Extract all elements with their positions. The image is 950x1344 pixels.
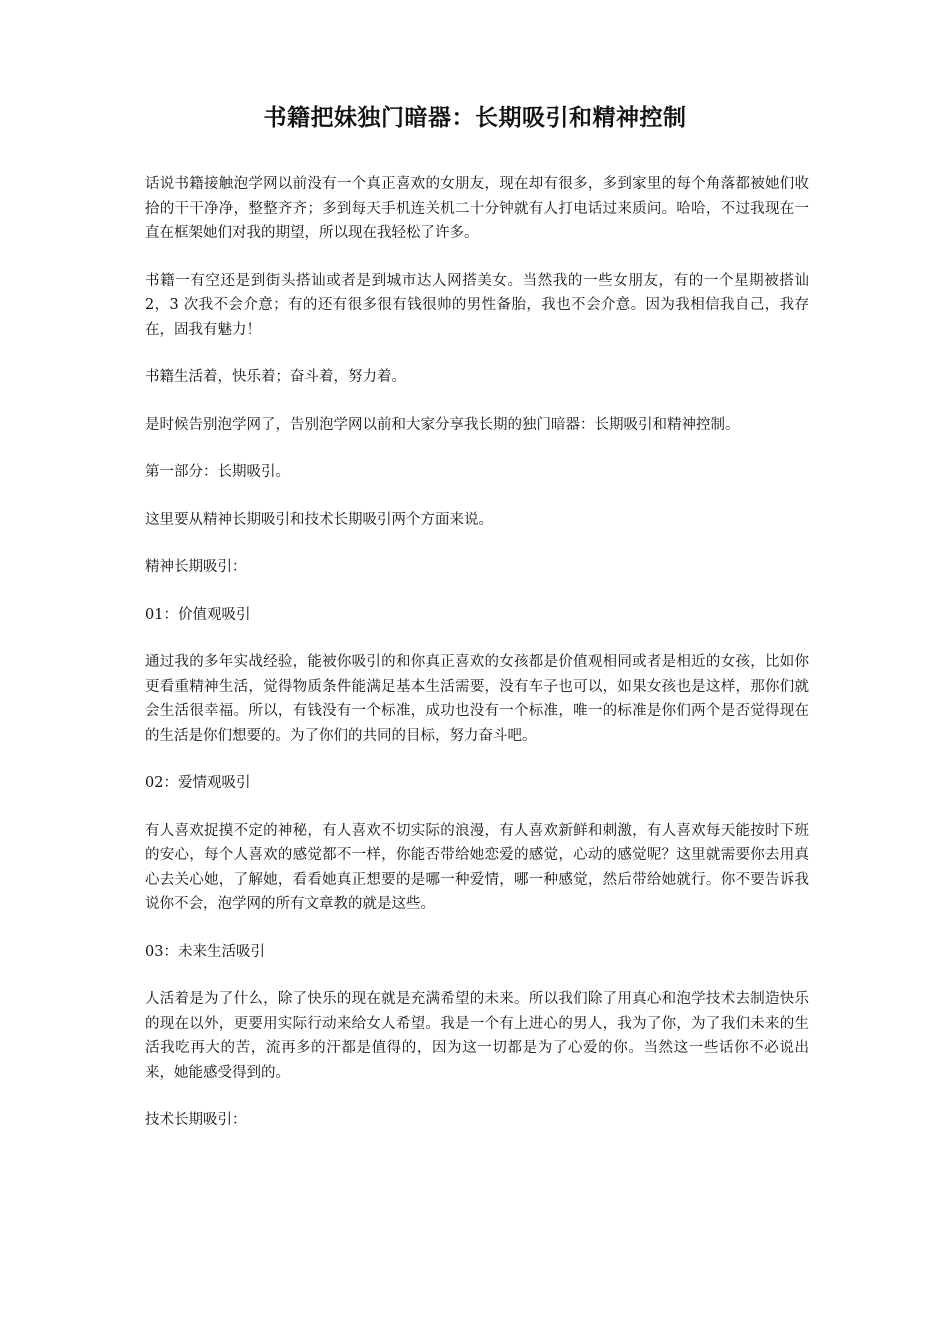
item-heading-02: 02：爱情观吸引 — [145, 775, 251, 791]
paragraph: 书籍一有空还是到街头搭讪或者是到城市达人网搭美女。当然我的一些女朋友，有的一个星期被搭讪 2，3 次我不会介意；有的还有很多很有钱很帅的男性备胎，我也不会介意。因为我相信我自己，我存在，固我有魅力！ — [145, 272, 809, 338]
paragraph: 有人喜欢捉摸不定的神秘，有人喜欢不切实际的浪漫，有人喜欢新鲜和刺激，有人喜欢每天能按时下班的安心，每个人喜欢的感觉都不一样，你能否带给她恋爱的感觉，心动的感觉呢？这里就需要你去用真心去关心她，了解她，看看她真正想要的是哪一种爱情，哪一种感觉，然后带给她就行。你不要告诉我说你不会，泡学网的所有文章教的就是这些。 — [145, 822, 809, 912]
subsection-heading-spiritual: 精神长期吸引： — [145, 559, 247, 575]
paragraph: 人活着是为了什么，除了快乐的现在就是充满希望的未来。所以我们除了用真心和泡学技术去制造快乐的现在以外，更要用实际行动来给女人希望。我是一个有上进心的男人，我为了你，为了我们未来的生活我吃再大的苦，流再多的汗都是值得的，因为这一切都是为了心爱的你。当然这一些话你不必说出来，她能感受得到的。 — [145, 991, 809, 1081]
paragraph: 书籍生活着，快乐着；奋斗着，努力着。 — [145, 369, 406, 385]
document-body — [145, 172, 809, 1156]
paragraph-intro: 话说书籍接触泡学网以前没有一个真正喜欢的女朋友，现在却有很多，多到家里的每个角落都被她们收拾的干干净净，整整齐齐；多到每天手机连关机二十分钟就有人打电话过来质问。哈哈，不过我现在一直在框架她们对我的期望，所以现在我轻松了许多。 — [145, 176, 809, 241]
paragraph: 这里要从精神长期吸引和技术长期吸引两个方面来说。 — [145, 511, 493, 528]
section-heading-part-one: 第一部分：长期吸引。 — [145, 464, 290, 480]
subsection-heading-technical: 技术长期吸引： — [145, 1112, 247, 1128]
item-heading-03: 03：未来生活吸引 — [145, 943, 265, 960]
paragraph: 是时候告别泡学网了，告别泡学网以前和大家分享我长期的独门暗器：长期吸引和精神控制。 — [145, 416, 740, 433]
paragraph: 通过我的多年实战经验，能被你吸引的和你真正喜欢的女孩都是价值观相同或者是相近的女孩，比如你更看重精神生活，觉得物质条件能满足基本生活需要，没有车子也可以，如果女孩也是这样，那你们就会生活很幸福。所以，有钱没有一个标准，成功也没有一个标准，唯一的标准是你们两个是否觉得现在的生活是你们想要的。为了你们的共同的目标，努力奋斗吧。 — [145, 654, 809, 744]
document-title: 书籍把妹独门暗器：长期吸引和精神控制 — [263, 104, 687, 131]
item-heading-01: 01：价值观吸引 — [145, 606, 251, 623]
